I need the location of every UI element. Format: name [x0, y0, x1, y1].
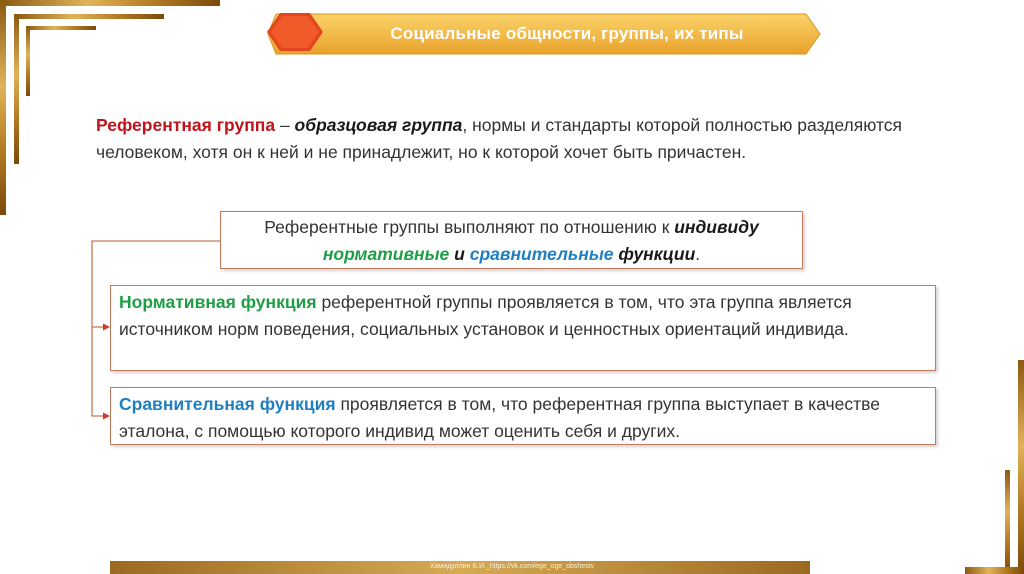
normative-text: референтной группы проявляется в том, что эта группа является источником норм поведения, социальных установок и ценностных ориентаций индивида. [119, 292, 852, 339]
summary-period: . [695, 244, 701, 264]
definition-text: , нормы и стандарты которой полностью разделяются человеком, хотя он к ней и не принадлежит, но к которой хочет быть причастен. [96, 115, 902, 162]
comparative-term: Сравнительная функция [119, 394, 336, 414]
comparative-text: проявляется в том, что референтная группа выступает в качестве эталона, с помощью которого индивид может оценить себя и других. [119, 394, 881, 441]
summary-line-2 [221, 241, 802, 268]
arrow-normative-icon [103, 324, 110, 331]
footer-credit: Хамидуллин Б.И._https://vk.com/ege_oge_obshestv [429, 563, 595, 570]
definition-emphasis: образцовая группа [294, 115, 463, 135]
definition-term: Референтная группа [96, 115, 276, 135]
normative-function-box [110, 285, 936, 371]
comparative-function-box [110, 387, 936, 445]
summary-and: и [449, 244, 470, 264]
page-title: Социальные общности, группы, их типы [390, 24, 744, 43]
summary-individual: индивиду [674, 217, 759, 237]
summary-comparative: сравнительные [469, 244, 614, 264]
summary-box [220, 211, 803, 269]
summary-normative: нормативные [322, 244, 450, 264]
summary-functions: функции [618, 244, 696, 264]
summary-text: Референтные группы выполняют по отношению к [264, 217, 675, 237]
definition-dash: – [275, 115, 295, 135]
summary-line-1 [221, 214, 802, 241]
normative-term: Нормативная функция [119, 292, 317, 312]
arrow-comparative-icon [103, 413, 110, 420]
